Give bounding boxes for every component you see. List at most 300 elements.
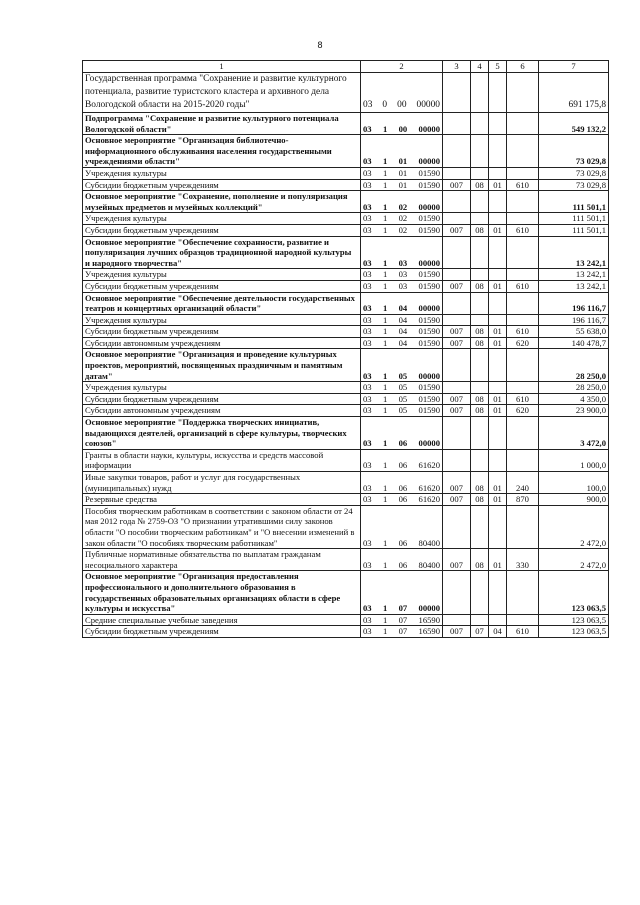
row-col5 [489, 571, 507, 614]
row-amount: 13 242,1 [539, 236, 609, 269]
code-part: 1 [382, 326, 388, 337]
row-col6: 610 [507, 179, 539, 191]
row-col5 [489, 314, 507, 326]
row-col5: 01 [489, 280, 507, 292]
row-name: Субсидии бюджетным учреждениям [83, 179, 361, 191]
code-part: 03 [363, 603, 372, 614]
table-row [83, 614, 609, 626]
row-amount: 28 250,0 [539, 349, 609, 382]
row-col4 [471, 417, 489, 450]
table-row [83, 472, 609, 494]
row-col6: 620 [507, 337, 539, 349]
row-col3 [443, 236, 471, 269]
code-part: 03 [363, 614, 372, 625]
table-row [83, 571, 609, 614]
row-amount: 28 250,0 [539, 382, 609, 394]
row-col3 [443, 113, 471, 135]
row-name: Учреждения культуры [83, 269, 361, 281]
row-col5 [489, 614, 507, 626]
row-col6 [507, 417, 539, 450]
row-name: Учреждения культуры [83, 167, 361, 179]
code-part: 03 [363, 494, 372, 505]
table-row [83, 449, 609, 471]
code-part: 03 [363, 179, 372, 190]
table-row [83, 280, 609, 292]
code-part: 1 [382, 201, 388, 212]
row-col6 [507, 571, 539, 614]
row-col3 [443, 382, 471, 394]
row-code [361, 191, 443, 213]
row-amount: 123 063,5 [539, 626, 609, 638]
code-part: 1 [382, 438, 388, 449]
code-part: 1 [382, 280, 388, 291]
row-col5: 01 [489, 326, 507, 338]
code-part: 00 [398, 123, 408, 134]
row-amount: 111 501,1 [539, 213, 609, 225]
row-name: Субсидии бюджетным учреждениям [83, 224, 361, 236]
table-row [83, 393, 609, 405]
row-col4 [471, 349, 489, 382]
code-part: 03 [363, 100, 373, 110]
code-part: 1 [382, 482, 388, 493]
col-header-5: 5 [489, 61, 507, 73]
row-code [361, 417, 443, 450]
table-row [83, 405, 609, 417]
row-col6 [507, 135, 539, 168]
row-amount: 111 501,1 [539, 191, 609, 213]
row-name: Субсидии бюджетным учреждениям [83, 393, 361, 405]
row-col5: 01 [489, 494, 507, 506]
row-col6 [507, 167, 539, 179]
code-part: 1 [382, 382, 388, 393]
col-header-2: 2 [361, 61, 443, 73]
row-col6: 610 [507, 224, 539, 236]
row-code [361, 135, 443, 168]
row-amount: 196 116,7 [539, 314, 609, 326]
code-part: 03 [363, 405, 372, 416]
row-amount: 55 638,0 [539, 326, 609, 338]
row-code [361, 382, 443, 394]
code-part: 16590 [418, 614, 440, 625]
code-part: 61620 [418, 460, 440, 471]
row-col5 [489, 417, 507, 450]
code-part: 03 [363, 269, 372, 280]
row-name: Субсидии бюджетным учреждениям [83, 626, 361, 638]
code-part: 1 [382, 603, 388, 614]
table-row [83, 167, 609, 179]
code-part: 01590 [418, 326, 440, 337]
code-part: 1 [382, 337, 388, 348]
code-part: 03 [363, 257, 372, 268]
row-col5 [489, 135, 507, 168]
row-name: Учреждения культуры [83, 314, 361, 326]
row-amount: 140 478,7 [539, 337, 609, 349]
code-part: 61620 [418, 494, 440, 505]
row-col5 [489, 382, 507, 394]
code-part: 03 [363, 537, 372, 548]
code-part: 1 [382, 405, 388, 416]
row-name: Субсидии бюджетным учреждениям [83, 280, 361, 292]
row-col3 [443, 349, 471, 382]
row-code [361, 167, 443, 179]
table-row [83, 236, 609, 269]
row-col6 [507, 213, 539, 225]
row-col3: 007 [443, 549, 471, 571]
row-col6 [507, 236, 539, 269]
row-col4: 08 [471, 494, 489, 506]
table-row [83, 191, 609, 213]
row-col4 [471, 167, 489, 179]
table-row [83, 337, 609, 349]
row-amount: 73 029,8 [539, 135, 609, 168]
row-col4: 08 [471, 326, 489, 338]
code-part: 00000 [418, 123, 440, 134]
row-code [361, 224, 443, 236]
code-part: 01590 [418, 280, 440, 291]
row-amount: 100,0 [539, 472, 609, 494]
row-col5 [489, 213, 507, 225]
row-col4 [471, 614, 489, 626]
row-col5 [489, 449, 507, 471]
row-col3 [443, 191, 471, 213]
row-col6: 620 [507, 405, 539, 417]
code-part: 03 [363, 314, 372, 325]
col-header-6: 6 [507, 61, 539, 73]
row-amount: 23 900,0 [539, 405, 609, 417]
row-col4: 08 [471, 224, 489, 236]
code-part: 01 [398, 167, 408, 178]
code-part: 03 [363, 460, 372, 471]
code-part: 03 [363, 303, 372, 314]
header-row [83, 61, 609, 73]
row-col6 [507, 113, 539, 135]
code-part: 01590 [418, 179, 440, 190]
code-part: 07 [398, 614, 408, 625]
code-part: 06 [398, 438, 408, 449]
row-code [361, 505, 443, 548]
row-amount: 2 472,0 [539, 549, 609, 571]
row-col4: 08 [471, 179, 489, 191]
code-part: 03 [398, 269, 408, 280]
row-name: Основное мероприятие "Сохранение, пополнение и популяризация музейных предметов и музейных коллекций" [83, 191, 361, 213]
code-part: 01590 [418, 337, 440, 348]
row-amount: 111 501,1 [539, 224, 609, 236]
row-code [361, 405, 443, 417]
code-part: 04 [398, 303, 408, 314]
row-code [361, 269, 443, 281]
row-col4 [471, 269, 489, 281]
table-row [83, 505, 609, 548]
row-col3 [443, 135, 471, 168]
code-part: 00000 [418, 370, 440, 381]
table-row [83, 179, 609, 191]
row-amount: 549 132,2 [539, 113, 609, 135]
code-part: 03 [363, 167, 372, 178]
row-name: Иные закупки товаров, работ и услуг для государственных (муниципальных) нужд [83, 472, 361, 494]
row-col4 [471, 236, 489, 269]
code-part: 06 [398, 537, 408, 548]
row-code [361, 73, 443, 113]
row-col5: 01 [489, 549, 507, 571]
row-name: Гранты в области науки, культуры, искусства и средств массовой информации [83, 449, 361, 471]
code-part: 05 [398, 382, 408, 393]
code-part: 06 [398, 460, 408, 471]
row-name: Субсидии бюджетным учреждениям [83, 326, 361, 338]
code-part: 07 [398, 603, 408, 614]
row-col6 [507, 382, 539, 394]
row-col5 [489, 113, 507, 135]
row-code [361, 449, 443, 471]
row-name: Средние специальные учебные заведения [83, 614, 361, 626]
row-col6 [507, 73, 539, 113]
row-code [361, 314, 443, 326]
row-col5 [489, 505, 507, 548]
code-part: 03 [363, 482, 372, 493]
row-col5: 01 [489, 179, 507, 191]
row-name: Пособия творческим работникам в соответствии с законом области от 24 мая 2012 года № 2759-ОЗ "О признании утратившими силу законов области "О пособии творческим работникам" и "О внесении изменений в закон области "О пособиях творческим работникам" [83, 505, 361, 548]
row-amount: 73 029,8 [539, 179, 609, 191]
row-col4 [471, 213, 489, 225]
code-part: 16590 [418, 626, 440, 637]
row-col6 [507, 269, 539, 281]
row-col4 [471, 314, 489, 326]
code-part: 03 [398, 257, 408, 268]
row-amount: 2 472,0 [539, 505, 609, 548]
code-part: 02 [398, 224, 408, 235]
row-code [361, 349, 443, 382]
table-row [83, 224, 609, 236]
code-part: 02 [398, 201, 408, 212]
row-amount: 4 350,0 [539, 393, 609, 405]
row-code [361, 337, 443, 349]
row-col4 [471, 113, 489, 135]
row-name: Публичные нормативные обязательства по выплатам гражданам несоциального характера [83, 549, 361, 571]
table-row [83, 382, 609, 394]
row-name: Государственная программа "Сохранение и развитие культурного потенциала, развитие туристского кластера и архивного дела Вологодской области на 2015-2020 годы" [83, 73, 361, 113]
row-code [361, 571, 443, 614]
row-col4 [471, 449, 489, 471]
code-part: 01590 [418, 393, 440, 404]
code-part: 03 [363, 224, 372, 235]
budget-table [82, 60, 609, 638]
row-col4: 07 [471, 626, 489, 638]
row-amount: 13 242,1 [539, 269, 609, 281]
row-name: Основное мероприятие "Организация предоставления профессионального и дополнительного образования в государственных образовательных организациях области в сфере культуры и искусства" [83, 571, 361, 614]
row-code [361, 236, 443, 269]
row-code [361, 179, 443, 191]
row-col3: 007 [443, 224, 471, 236]
code-part: 1 [382, 179, 388, 190]
row-col3: 007 [443, 393, 471, 405]
row-amount: 1 000,0 [539, 449, 609, 471]
row-col3 [443, 571, 471, 614]
table-row [83, 326, 609, 338]
row-col5 [489, 167, 507, 179]
row-col6 [507, 292, 539, 314]
row-col3: 007 [443, 326, 471, 338]
code-part: 03 [363, 201, 372, 212]
row-code [361, 549, 443, 571]
code-part: 1 [382, 460, 388, 471]
row-col6 [507, 191, 539, 213]
code-part: 1 [382, 614, 388, 625]
table-row [83, 73, 609, 113]
row-col6 [507, 314, 539, 326]
table-row [83, 135, 609, 168]
code-part: 04 [398, 314, 408, 325]
code-part: 00000 [418, 603, 440, 614]
code-part: 07 [398, 626, 408, 637]
code-part: 1 [382, 559, 388, 570]
row-name: Субсидии автономным учреждениям [83, 405, 361, 417]
table-row [83, 292, 609, 314]
code-part: 03 [363, 438, 372, 449]
code-part: 1 [382, 156, 388, 167]
col-header-3: 3 [443, 61, 471, 73]
code-part: 1 [382, 303, 388, 314]
code-part: 03 [363, 559, 372, 570]
code-part: 03 [398, 280, 408, 291]
row-amount: 73 029,8 [539, 167, 609, 179]
row-col6: 610 [507, 280, 539, 292]
row-col3 [443, 292, 471, 314]
row-col4 [471, 571, 489, 614]
table-row [83, 349, 609, 382]
row-col4: 08 [471, 405, 489, 417]
code-part: 04 [398, 337, 408, 348]
table-row [83, 549, 609, 571]
row-col6: 870 [507, 494, 539, 506]
code-part: 01590 [418, 224, 440, 235]
code-part: 05 [398, 370, 408, 381]
row-code [361, 393, 443, 405]
table-row [83, 314, 609, 326]
row-col3 [443, 269, 471, 281]
code-part: 1 [382, 257, 388, 268]
row-col5: 01 [489, 224, 507, 236]
row-code [361, 626, 443, 638]
row-code [361, 292, 443, 314]
row-col4: 08 [471, 472, 489, 494]
row-col6 [507, 614, 539, 626]
row-col3: 007 [443, 472, 471, 494]
code-part: 03 [363, 393, 372, 404]
code-part: 01590 [418, 269, 440, 280]
row-col4: 08 [471, 337, 489, 349]
code-part: 1 [382, 167, 388, 178]
row-name: Подпрограмма "Сохранение и развитие культурного потенциала Вологодской области" [83, 113, 361, 135]
row-col4: 08 [471, 549, 489, 571]
code-part: 03 [363, 326, 372, 337]
row-name: Учреждения культуры [83, 382, 361, 394]
row-amount: 123 063,5 [539, 614, 609, 626]
row-amount: 196 116,7 [539, 292, 609, 314]
row-name: Основное мероприятие "Организация библиотечно-информационного обслуживания населения государственными учреждениями области" [83, 135, 361, 168]
row-code [361, 614, 443, 626]
row-col6 [507, 349, 539, 382]
code-part: 01590 [418, 314, 440, 325]
row-col3 [443, 213, 471, 225]
page-number: 8 [317, 40, 323, 50]
code-part: 1 [382, 393, 388, 404]
row-code [361, 213, 443, 225]
code-part: 01 [398, 179, 408, 190]
col-header-7: 7 [539, 61, 609, 73]
table-row [83, 213, 609, 225]
row-col5 [489, 349, 507, 382]
row-col4 [471, 135, 489, 168]
row-col3 [443, 314, 471, 326]
row-col4: 08 [471, 393, 489, 405]
code-part: 0 [382, 100, 388, 110]
code-part: 01590 [418, 405, 440, 416]
code-part: 61620 [418, 482, 440, 493]
code-part: 1 [382, 269, 388, 280]
code-part: 00000 [418, 201, 440, 212]
row-col3 [443, 614, 471, 626]
row-name: Основное мероприятие "Организация и проведение культурных проектов, мероприятий, посвященных праздничным и памятным датам" [83, 349, 361, 382]
code-part: 1 [382, 213, 388, 224]
table-row [83, 269, 609, 281]
row-col4 [471, 382, 489, 394]
code-part: 03 [363, 382, 372, 393]
row-col3 [443, 449, 471, 471]
row-col3 [443, 167, 471, 179]
code-part: 01590 [418, 382, 440, 393]
row-col3: 007 [443, 179, 471, 191]
row-col6 [507, 449, 539, 471]
code-part: 00000 [418, 303, 440, 314]
row-amount: 13 242,1 [539, 280, 609, 292]
row-name: Основное мероприятие "Поддержка творческих инициатив, выдающихся деятелей, организаций в сфере культуры, творческих союзов" [83, 417, 361, 450]
code-part: 03 [363, 337, 372, 348]
row-col4 [471, 292, 489, 314]
code-part: 80400 [418, 559, 440, 570]
row-col3: 007 [443, 405, 471, 417]
code-part: 1 [382, 314, 388, 325]
code-part: 05 [398, 405, 408, 416]
row-col4 [471, 191, 489, 213]
row-col3 [443, 417, 471, 450]
code-part: 1 [382, 123, 388, 134]
row-amount: 691 175,8 [539, 73, 609, 113]
row-amount: 900,0 [539, 494, 609, 506]
table-row [83, 494, 609, 506]
row-name: Основное мероприятие "Обеспечение сохранности, развитие и популяризация лучших образцов традиционной народной культуры и народного творчества" [83, 236, 361, 269]
row-col3 [443, 73, 471, 113]
code-part: 03 [363, 213, 372, 224]
code-part: 00 [397, 100, 407, 110]
code-part: 01 [398, 156, 408, 167]
code-part: 02 [398, 213, 408, 224]
code-part: 1 [382, 494, 388, 505]
row-name: Учреждения культуры [83, 213, 361, 225]
code-part: 1 [382, 537, 388, 548]
row-code [361, 472, 443, 494]
row-col5 [489, 269, 507, 281]
row-col5: 01 [489, 405, 507, 417]
code-part: 80400 [418, 537, 440, 548]
row-col5 [489, 236, 507, 269]
code-part: 04 [398, 326, 408, 337]
code-part: 1 [382, 224, 388, 235]
row-col5: 01 [489, 393, 507, 405]
row-col3: 007 [443, 494, 471, 506]
code-part: 06 [398, 559, 408, 570]
code-part: 06 [398, 494, 408, 505]
code-part: 00000 [418, 257, 440, 268]
row-col6 [507, 505, 539, 548]
